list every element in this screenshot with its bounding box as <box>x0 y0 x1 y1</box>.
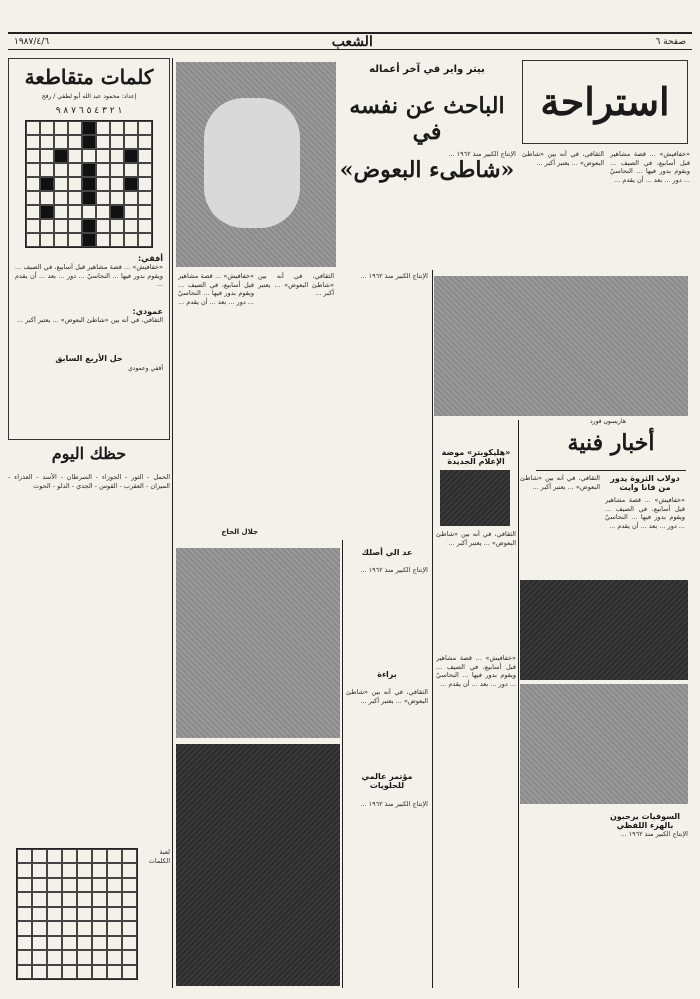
news-item1-head: «هليكوبتر» موضة الإعلام الجديدة <box>441 448 511 466</box>
puzzle2-cell <box>17 863 32 877</box>
crossword-across-head: أفقي: <box>137 254 163 263</box>
news-item4-body: الإنتاج الكبير منذ ١٩٦٢ ... <box>620 830 688 838</box>
puzzle2-cell <box>32 863 47 877</box>
crossword-numbers: ١ ٢ ٣ ٤ ٥ ٦ ٧ ٨ ٩ <box>55 106 123 116</box>
puzzle2-cell <box>62 863 77 877</box>
puzzle2-cell <box>107 863 122 877</box>
crossword-cell <box>68 135 82 149</box>
crossword-cell <box>110 219 124 233</box>
puzzle2-cell <box>32 878 47 892</box>
puzzle2-cell <box>122 849 137 863</box>
puzzle2-cell <box>107 878 122 892</box>
crossword-cell <box>68 177 82 191</box>
puzzle2-cell <box>92 863 107 877</box>
crossword-cell <box>124 163 138 177</box>
puzzle2-cell <box>62 849 77 863</box>
puzzle2-cell <box>47 863 62 877</box>
crossword-cell <box>68 163 82 177</box>
puzzle2-cell <box>92 907 107 921</box>
crossword-cell <box>82 121 96 135</box>
crossword-solution-head: حل الأربع السابق <box>55 354 123 363</box>
news-section-title: أخبار فنية <box>567 430 655 456</box>
crossword-cell <box>26 135 40 149</box>
puzzle2-cell <box>32 950 47 964</box>
puzzle2-cell <box>107 921 122 935</box>
puzzle2-cell <box>62 965 77 979</box>
puzzle2-cell <box>47 921 62 935</box>
crossword-cell <box>68 191 82 205</box>
puzzle2-cell <box>77 907 92 921</box>
crossword-cell <box>96 233 110 247</box>
puzzle2-cell <box>92 849 107 863</box>
crossword-cell <box>40 191 54 205</box>
puzzle2-cell <box>122 950 137 964</box>
page-header <box>8 32 692 50</box>
crossword-cell <box>26 177 40 191</box>
puzzle2-cell <box>77 965 92 979</box>
feature-portrait-photo <box>176 62 336 267</box>
crossword-cell <box>124 149 138 163</box>
crossword-cell <box>110 135 124 149</box>
crossword-cell <box>26 121 40 135</box>
puzzle2-cell <box>17 878 32 892</box>
crossword-cell <box>124 191 138 205</box>
news-section-title-box <box>536 430 686 471</box>
puzzle2-cell <box>122 921 137 935</box>
horoscope-title: حظك اليوم <box>51 444 127 463</box>
feature-byline: جلال الحاج <box>221 528 258 536</box>
puzzle2-cell <box>62 892 77 906</box>
crossword-cell <box>96 205 110 219</box>
puzzle2-cell <box>122 892 137 906</box>
crossword-cell <box>40 163 54 177</box>
puzzle2-cell <box>77 849 92 863</box>
puzzle2-cell <box>107 849 122 863</box>
puzzle2-cell <box>92 878 107 892</box>
feature-title-line2: «شاطىء البعوض» <box>339 157 515 183</box>
puzzle2-cell <box>77 878 92 892</box>
puzzle2-cell <box>122 965 137 979</box>
crossword-cell <box>40 219 54 233</box>
crossword-cell <box>110 149 124 163</box>
puzzle2-cell <box>77 921 92 935</box>
crossword-cell <box>82 135 96 149</box>
crossword-cell <box>96 163 110 177</box>
page-label: صفحة ٦ <box>655 36 686 47</box>
news-item5-head: عد الي أصلك <box>361 548 413 557</box>
istiraha-col3: الإنتاج الكبير منذ ١٩٦٢ ... <box>448 150 516 158</box>
crossword-solution-sub: أفقي وعمودي <box>128 365 163 372</box>
puzzle2-cell <box>62 950 77 964</box>
crossword-cell <box>138 219 152 233</box>
puzzle2-cell <box>107 965 122 979</box>
puzzle2-cell <box>17 936 32 950</box>
crossword-cell <box>110 205 124 219</box>
puzzle2-cell <box>92 921 107 935</box>
crossword-cell <box>40 233 54 247</box>
istiraha-title-box <box>522 60 688 144</box>
puzzle2-cell <box>107 907 122 921</box>
crossword-cell <box>96 177 110 191</box>
column-rule <box>518 420 519 988</box>
feature-kicker: بيتر واير في آخر أعماله <box>369 64 485 75</box>
crossword-cell <box>124 219 138 233</box>
crossword-across-text: «خفافيش» ... قصة مشاهير قبل أسابيع، في الصيف ... ويقوم بدور فيها ... النحاسيّ ... دور ... بعد ... أن يقدم ... <box>15 263 163 289</box>
column-rule <box>342 540 343 988</box>
puzzle2-cell <box>32 936 47 950</box>
news-item7-body: الإنتاج الكبير منذ ١٩٦٢ ... <box>360 800 428 808</box>
crossword-cell <box>54 191 68 205</box>
puzzle2-cell <box>62 936 77 950</box>
crossword-cell <box>68 233 82 247</box>
crossword-cell <box>110 233 124 247</box>
puzzle2-cell <box>92 950 107 964</box>
puzzle2-cell <box>47 849 62 863</box>
crossword-cell <box>68 219 82 233</box>
crossword-cell <box>138 121 152 135</box>
puzzle2-cell <box>77 950 92 964</box>
crossword-cell <box>68 205 82 219</box>
puzzle2-cell <box>32 849 47 863</box>
crossword-cell <box>96 149 110 163</box>
crossword-cell <box>82 233 96 247</box>
puzzle2-cell <box>77 936 92 950</box>
crossword-cell <box>54 219 68 233</box>
horoscope-text: الحمل - الثور - الجوزاء - السرطان - الأسد - العذراء - الميزان - العقرب - القوس - الجدي - الدلو - الحوت <box>8 473 170 490</box>
puzzle2-cell <box>62 921 77 935</box>
crossword-cell <box>54 163 68 177</box>
news-item3-body: «خفافيش» ... قصة مشاهير قبل أسابيع، في الصيف ... ويقوم بدور فيها ... النحاسيّ ... دور ... بعد ... أن يقدم ... <box>605 496 685 530</box>
crossword-cell <box>68 149 82 163</box>
istiraha-col2: الثقافي، في أنه بين «شاطئ البعوض» ... يعتبر أكبر ... <box>522 150 604 167</box>
crossword-cell <box>110 121 124 135</box>
crossword-cell <box>54 121 68 135</box>
crossword-cell <box>54 233 68 247</box>
horoscope-box <box>8 444 170 784</box>
crossword-cell <box>26 163 40 177</box>
masthead: الشعب <box>331 33 373 50</box>
news-item4-head: السوفيات يرحبون بالهزء اللفظي <box>609 812 681 830</box>
crossword-cell <box>54 177 68 191</box>
puzzle2-cell <box>107 936 122 950</box>
crossword-cell <box>40 177 54 191</box>
flowers-photo <box>176 744 340 986</box>
group-photo <box>434 276 688 416</box>
puzzle2-cell <box>107 892 122 906</box>
crossword-cell <box>82 205 96 219</box>
puzzle2-cell <box>122 878 137 892</box>
puzzle2-cell <box>32 892 47 906</box>
crossword-title: كلمات متقاطعة <box>24 65 154 89</box>
feature-col2: الثقافي، في أنه بين «شاطئ البعوض» ... يعتبر أكبر ... <box>258 272 334 298</box>
crossword-cell <box>82 219 96 233</box>
puzzle2-cell <box>32 921 47 935</box>
puzzle2-cell <box>17 892 32 906</box>
crossword-cell <box>138 205 152 219</box>
news-item2-body: الثقافي، في أنه بين «شاطئ البعوض» ... يعتبر أكبر ... <box>520 474 600 491</box>
crossword-cell <box>124 205 138 219</box>
issue-date: ١٩٨٧/٤/٦ <box>14 36 50 47</box>
crossword-down-text: الثقافي، في أنه بين «شاطئ البعوض» ... يعتبر أكبر ... <box>17 316 163 324</box>
crossword-cell <box>124 121 138 135</box>
crossword-cell <box>54 205 68 219</box>
crossword-cell <box>82 191 96 205</box>
puzzle2-title: لعبة الكلمات <box>148 848 170 865</box>
puzzle2-cell <box>92 892 107 906</box>
crossword-cell <box>40 121 54 135</box>
puzzle2-cell <box>77 892 92 906</box>
crossword-cell <box>110 177 124 191</box>
crossword-author: إعداد: محمود عبد الله أبو لطفي / رفح <box>41 93 137 100</box>
istiraha-intro: «خفافيش» ... قصة مشاهير قبل أسابيع، في الصيف ... ويقوم بدور فيها ... النحاسيّ ... دور ... بعد ... أن يقدم ... <box>610 150 690 184</box>
news-item5-body: الإنتاج الكبير منذ ١٩٦٢ ... <box>360 566 428 574</box>
crossword-cell <box>96 121 110 135</box>
crossword-box <box>8 58 170 440</box>
puzzle2-cell <box>92 936 107 950</box>
crossword-cell <box>40 149 54 163</box>
crossword-cell <box>124 177 138 191</box>
actress-photo <box>520 580 688 680</box>
crossword-cell <box>138 233 152 247</box>
puzzle2-cell <box>17 950 32 964</box>
crossword-cell <box>110 191 124 205</box>
crossword-cell <box>138 135 152 149</box>
crossword-cell <box>68 121 82 135</box>
puzzle2-cell <box>17 849 32 863</box>
puzzle2-grid <box>16 848 138 980</box>
crossword-cell <box>124 233 138 247</box>
news-item3-head: دولاب الثروة يدور من فانا وايت <box>610 474 680 492</box>
puzzle2-cell <box>77 863 92 877</box>
puzzle2-cell <box>122 907 137 921</box>
feature-col3: «خفافيش» ... قصة مشاهير قبل أسابيع، في الصيف ... ويقوم بدور فيها ... النحاسيّ ... دور ... بعد ... أن يقدم ... <box>178 272 254 306</box>
crossword-cell <box>138 191 152 205</box>
news-item1-body: الثقافي، في أنه بين «شاطئ البعوض» ... يعتبر أكبر ... <box>436 530 516 547</box>
puzzle2-cell <box>47 907 62 921</box>
puzzle2-cell <box>17 907 32 921</box>
crossword-cell <box>40 205 54 219</box>
puzzle2-box <box>8 842 170 988</box>
puzzle2-cell <box>122 936 137 950</box>
puzzle2-cell <box>122 863 137 877</box>
feature-title-block <box>338 58 516 263</box>
crossword-cell <box>82 163 96 177</box>
crossword-cell <box>82 149 96 163</box>
man-headshot-photo <box>440 470 510 526</box>
puzzle2-cell <box>47 936 62 950</box>
news-item7-head: مؤتمر عالمي للحلويات <box>361 772 413 790</box>
crossword-cell <box>138 149 152 163</box>
feature-title-line1: الباحث عن نفسه في <box>349 93 505 145</box>
puzzle2-cell <box>32 907 47 921</box>
crossword-cell <box>40 135 54 149</box>
crossword-cell <box>138 177 152 191</box>
puzzle2-cell <box>62 907 77 921</box>
istiraha-title: استراحة <box>540 79 670 124</box>
news-item6-body: «خفافيش» ... قصة مشاهير قبل أسابيع، في الصيف ... ويقوم بدور فيها ... النحاسيّ ... دور ... بعد ... أن يقدم ... <box>436 654 516 688</box>
crossword-grid <box>25 120 153 248</box>
group-photo-caption: هاريسون فورد <box>590 418 626 425</box>
column-rule <box>172 58 173 988</box>
crossword-cell <box>26 233 40 247</box>
souvenir-stall-photo <box>176 548 340 738</box>
news-item6-head: براءة <box>377 670 397 679</box>
crossword-cell <box>138 163 152 177</box>
crossword-down-head: عمودي: <box>132 307 163 316</box>
puzzle2-cell <box>17 921 32 935</box>
crossword-cell <box>26 219 40 233</box>
crossword-cell <box>96 219 110 233</box>
puzzle2-cell <box>32 965 47 979</box>
puzzle2-cell <box>47 950 62 964</box>
group-women-photo <box>520 684 688 804</box>
puzzle2-cell <box>62 878 77 892</box>
puzzle2-cell <box>17 965 32 979</box>
crossword-cell <box>124 135 138 149</box>
crossword-cell <box>26 149 40 163</box>
puzzle2-cell <box>47 965 62 979</box>
puzzle2-cell <box>107 950 122 964</box>
puzzle2-cell <box>47 878 62 892</box>
crossword-cell <box>110 163 124 177</box>
crossword-cell <box>26 191 40 205</box>
crossword-cell <box>54 135 68 149</box>
puzzle2-cell <box>92 965 107 979</box>
crossword-cell <box>96 191 110 205</box>
crossword-cell <box>82 177 96 191</box>
column-rule <box>432 270 433 988</box>
portrait-face <box>204 98 300 228</box>
news-item6-text: الثقافي، في أنه بين «شاطئ البعوض» ... يعتبر أكبر ... <box>346 688 428 705</box>
crossword-cell <box>54 149 68 163</box>
puzzle2-cell <box>47 892 62 906</box>
crossword-cell <box>96 135 110 149</box>
crossword-cell <box>26 205 40 219</box>
feature-col1: الإنتاج الكبير منذ ١٩٦٢ ... <box>360 272 428 280</box>
